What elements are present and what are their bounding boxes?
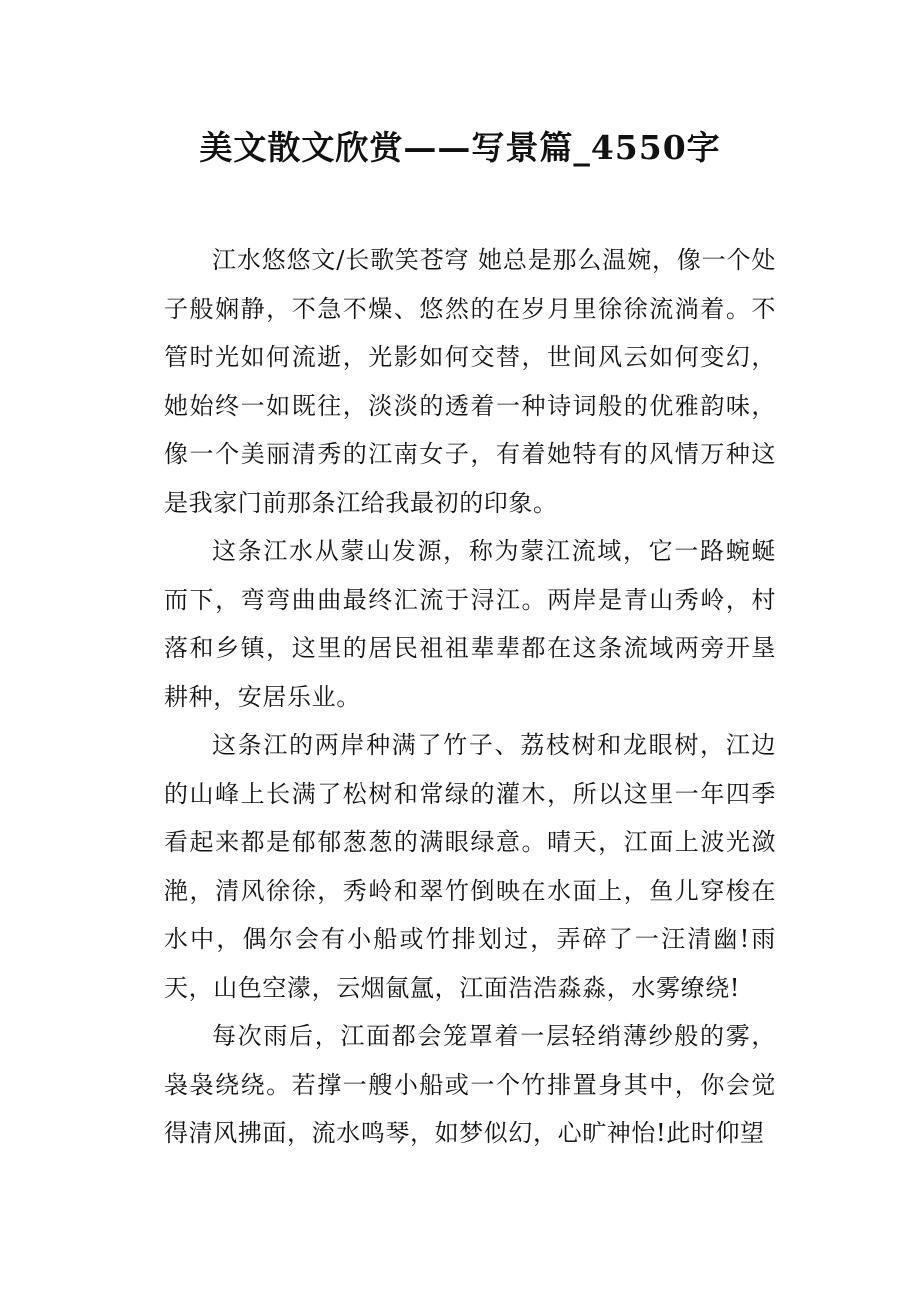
paragraph: 这条江的两岸种满了竹子、荔枝树和龙眼树，江边的山峰上长满了松树和常绿的灌木，所以这里一年四季看起来都是郁郁葱葱的满眼绿意。晴天，江面上波光潋滟，清风徐徐，秀岭和翠竹倒映在水面上，鱼儿穿梭在水中，偶尔会有小船或竹排划过，弄碎了一汪清幽!雨天，山色空濛，云烟氤氲，江面浩浩淼淼，水雾缭绕! [164,731,776,1002]
paragraph: 这条江水从蒙山发源，称为蒙江流域，它一路蜿蜒而下，弯弯曲曲最终汇流于浔江。两岸是青山秀岭，村落和乡镇，这里的居民祖祖辈辈都在这条流域两旁开垦耕种，安居乐业。 [164,537,776,711]
paragraph: 每次雨后，江面都会笼罩着一层轻绡薄纱般的雾，袅袅绕绕。若撑一艘小船或一个竹排置身其中，你会觉得清风拂面，流水鸣琴，如梦似幻，心旷神怡!此时仰望 [164,1022,776,1147]
paragraph: 江水悠悠文/长歌笑苍穹 她总是那么温婉，像一个处子般娴静，不急不燥、悠然的在岁月里徐徐流淌着。不管时光如何流逝，光影如何交替，世间风云如何变幻，她始终一如既往，淡淡的透着一种诗词般的优雅韵味，像一个美丽清秀的江南女子，有着她特有的风情万种这是我家门前那条江给我最初的印象。 [164,246,776,517]
document-title: 美文散文欣赏——写景篇_4550字 [199,128,721,167]
article-body [164,236,776,1158]
